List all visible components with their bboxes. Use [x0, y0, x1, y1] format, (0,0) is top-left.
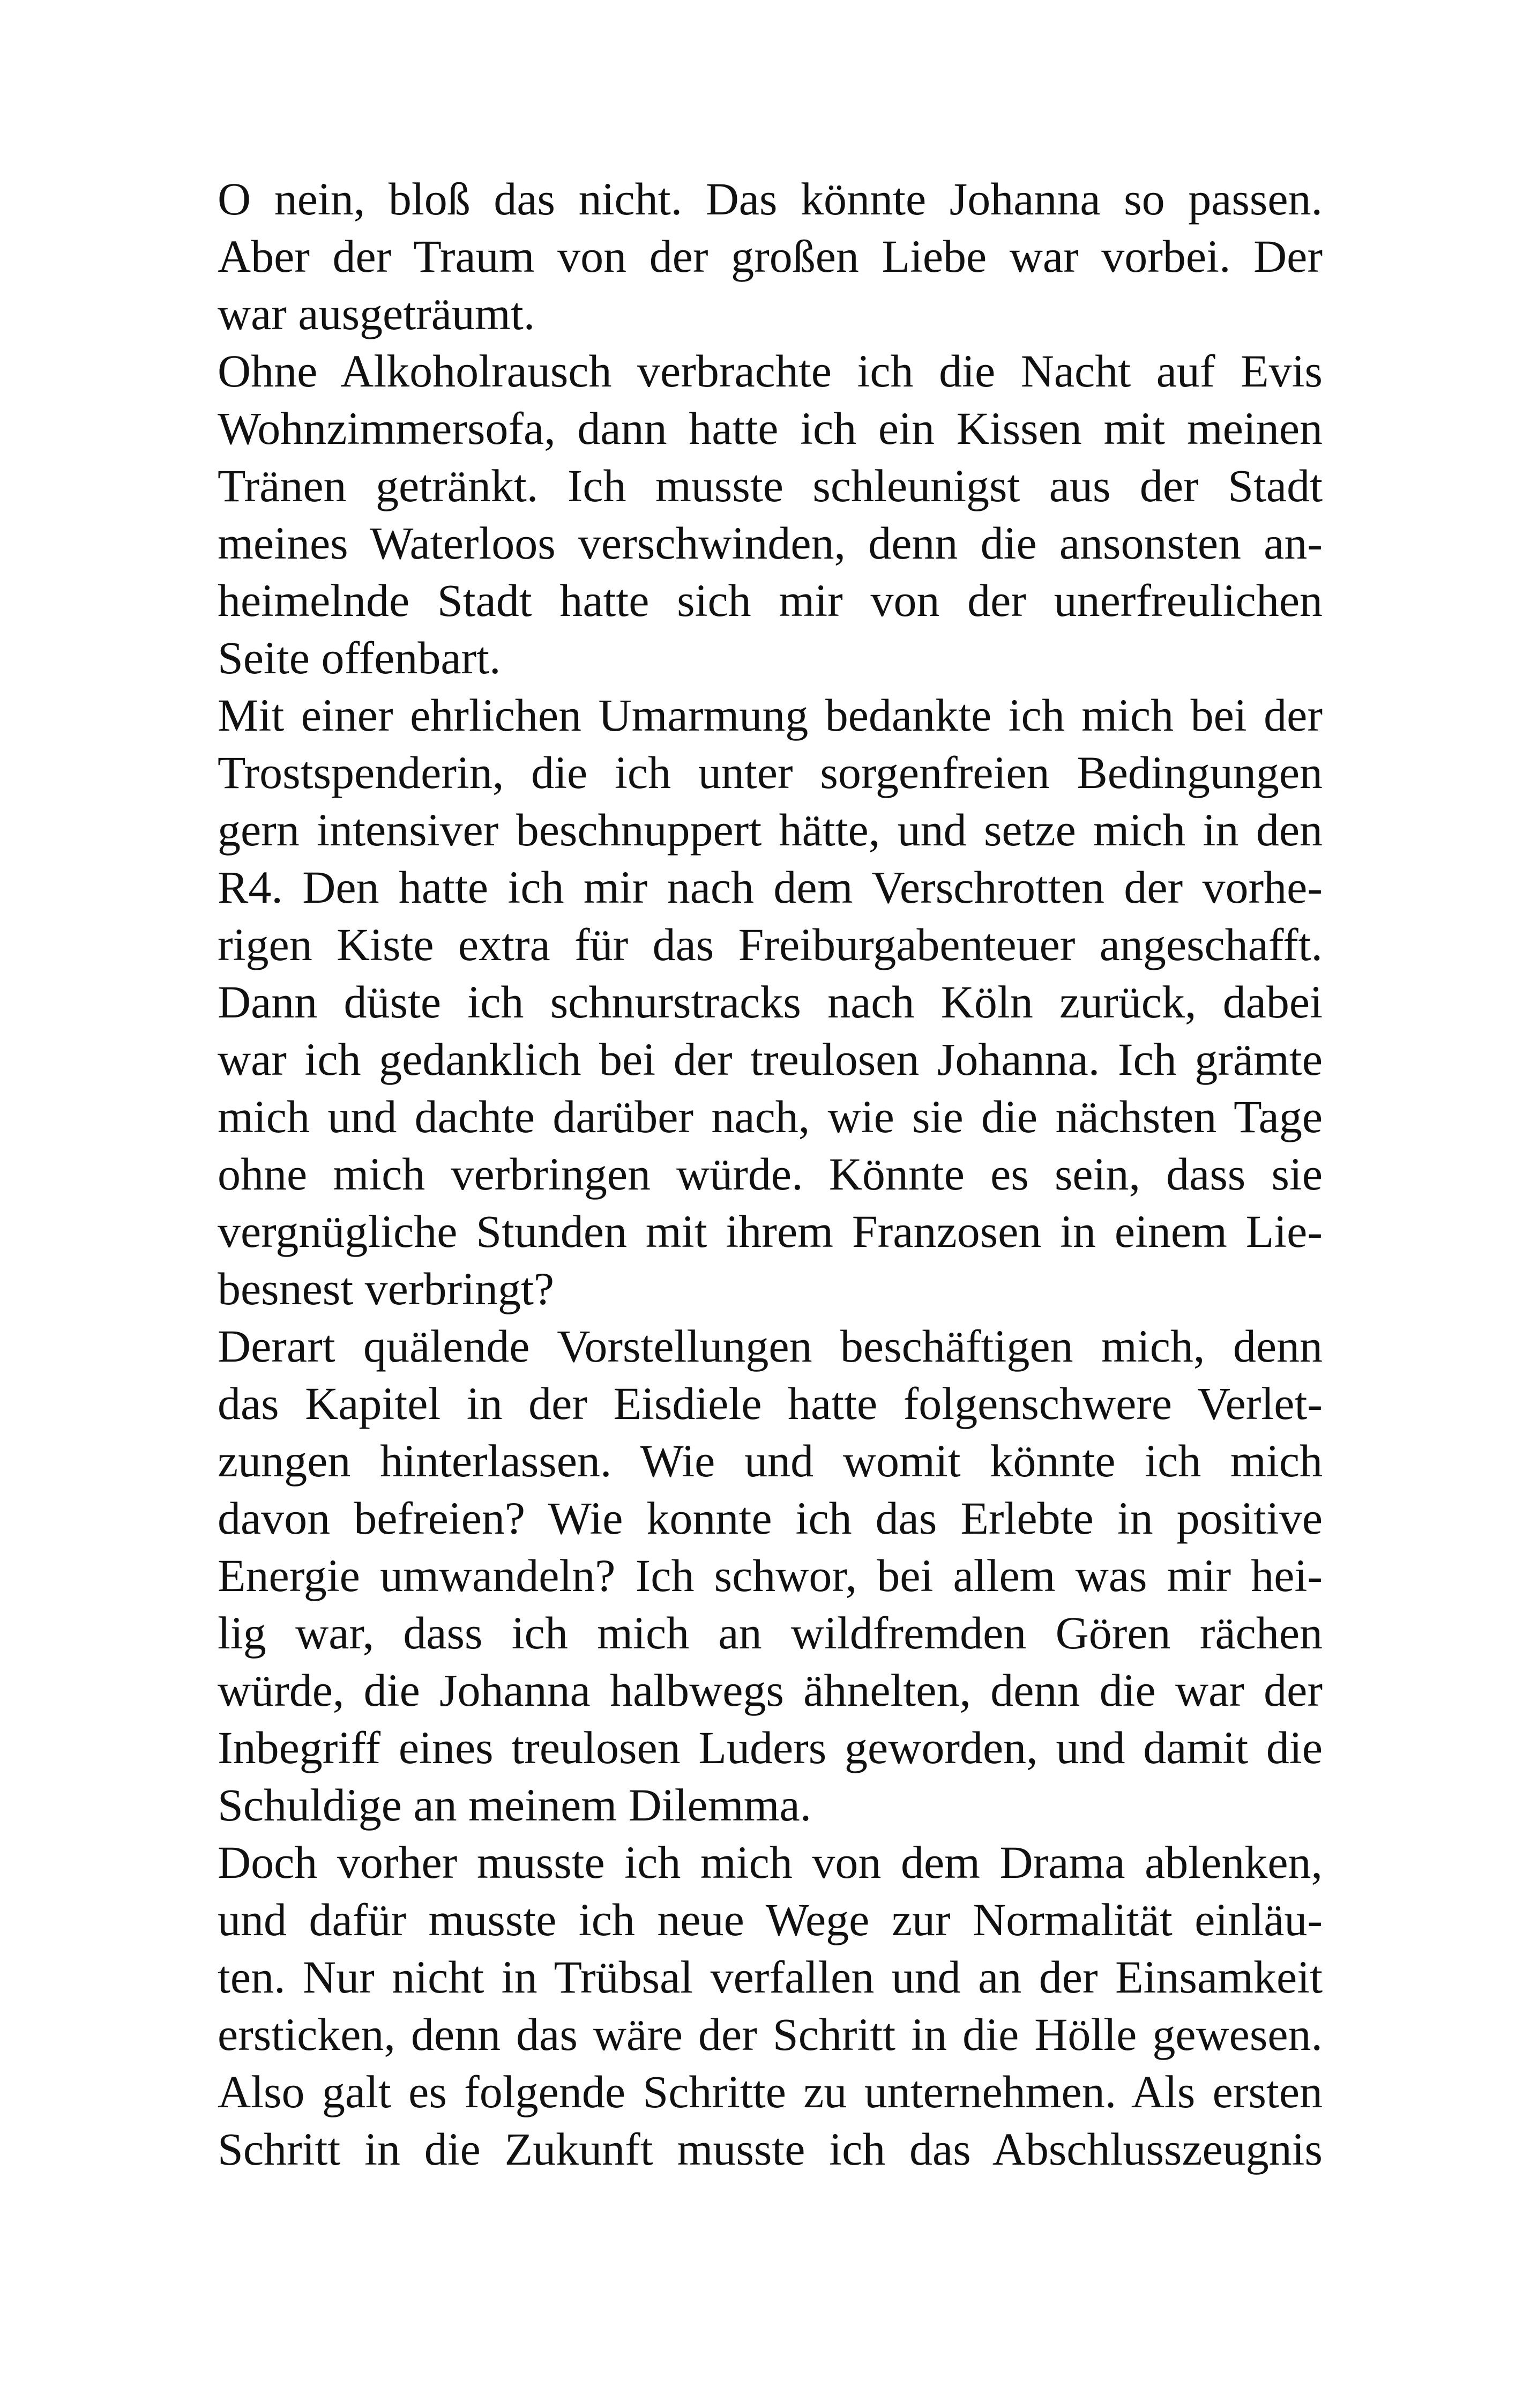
text-line: Ohne Alkoholrausch verbrachte ich die Nacht auf Evis	[218, 345, 1323, 397]
text-line: zungen hinterlassen. Wie und womit könnte ich mich	[218, 1435, 1323, 1487]
text-line: davon befreien? Wie konnte ich das Erlebte in positive	[218, 1492, 1323, 1544]
text-line: R4. Den hatte ich mir nach dem Verschrotten der vorhe-	[218, 861, 1323, 913]
text-line: Energie umwandeln? Ich schwor, bei allem was mir hei-	[218, 1550, 1323, 1601]
text-line: war ausgeträumt.	[218, 288, 535, 339]
text-line: meines Waterloos verschwinden, denn die ansonsten an-	[218, 517, 1323, 569]
text-line: Dann düste ich schnurstracks nach Köln zurück, dabei	[218, 976, 1323, 1028]
text-line: besnest verbringt?	[218, 1263, 555, 1314]
text-line: und dafür musste ich neue Wege zur Normalität einläu-	[218, 1894, 1323, 1945]
text-line: Schuldige an meinem Dilemma.	[218, 1779, 812, 1831]
text-line: rigen Kiste extra für das Freiburgabenteuer angeschafft.	[218, 919, 1323, 970]
text-line: Also galt es folgende Schritte zu unternehmen. Als ersten	[218, 2066, 1323, 2117]
text-line: ohne mich verbringen würde. Könnte es sein, dass sie	[218, 1148, 1323, 1200]
text-line: mich und dachte darüber nach, wie sie die nächsten Tage	[218, 1091, 1323, 1142]
text-line: war ich gedanklich bei der treulosen Johanna. Ich grämte	[218, 1034, 1323, 1085]
text-line: Inbegriff eines treulosen Luders geworden, und damit die	[218, 1722, 1323, 1773]
text-line: Mit einer ehrlichen Umarmung bedankte ich mich bei der	[218, 689, 1323, 741]
text-line: lig war, dass ich mich an wildfremden Gören rächen	[218, 1607, 1323, 1659]
paragraph	[218, 170, 1323, 343]
text-line: ten. Nur nicht in Trübsal verfallen und an der Einsamkeit	[218, 1951, 1323, 2003]
text-line: Aber der Traum von der großen Liebe war vorbei. Der	[218, 231, 1323, 282]
text-line: heimelnde Stadt hatte sich mir von der unerfreulichen	[218, 575, 1323, 626]
body-text	[218, 170, 1323, 2178]
text-line: O nein, bloß das nicht. Das könnte Johanna so passen.	[218, 173, 1323, 225]
text-line: ersticken, denn das wäre der Schritt in die Hölle gewesen.	[218, 2009, 1323, 2060]
text-line: gern intensiver beschnuppert hätte, und setze mich in den	[218, 804, 1323, 856]
text-line: Wohnzimmersofa, dann hatte ich ein Kissen mit meinen	[218, 403, 1323, 454]
text-line: würde, die Johanna halbwegs ähnelten, denn die war der	[218, 1664, 1323, 1716]
text-line: Derart quälende Vorstellungen beschäftigen mich, denn	[218, 1320, 1323, 1372]
text-line: das Kapitel in der Eisdiele hatte folgenschwere Verlet-	[218, 1378, 1323, 1429]
text-line: Schritt in die Zukunft musste ich das Abschlusszeugnis	[218, 2123, 1323, 2175]
text-line: Doch vorher musste ich mich von dem Drama ablenken,	[218, 1837, 1323, 1888]
text-line: Trostspenderin, die ich unter sorgenfreien Bedingungen	[218, 747, 1323, 798]
text-line: Tränen getränkt. Ich musste schleunigst aus der Stadt	[218, 460, 1323, 511]
paragraph	[218, 343, 1323, 687]
paragraph	[218, 1834, 1323, 2178]
text-line: vergnügliche Stunden mit ihrem Franzosen in einem Lie-	[218, 1206, 1323, 1257]
paragraph	[218, 1318, 1323, 1834]
text-line: Seite offenbart.	[218, 632, 501, 683]
paragraph	[218, 687, 1323, 1318]
